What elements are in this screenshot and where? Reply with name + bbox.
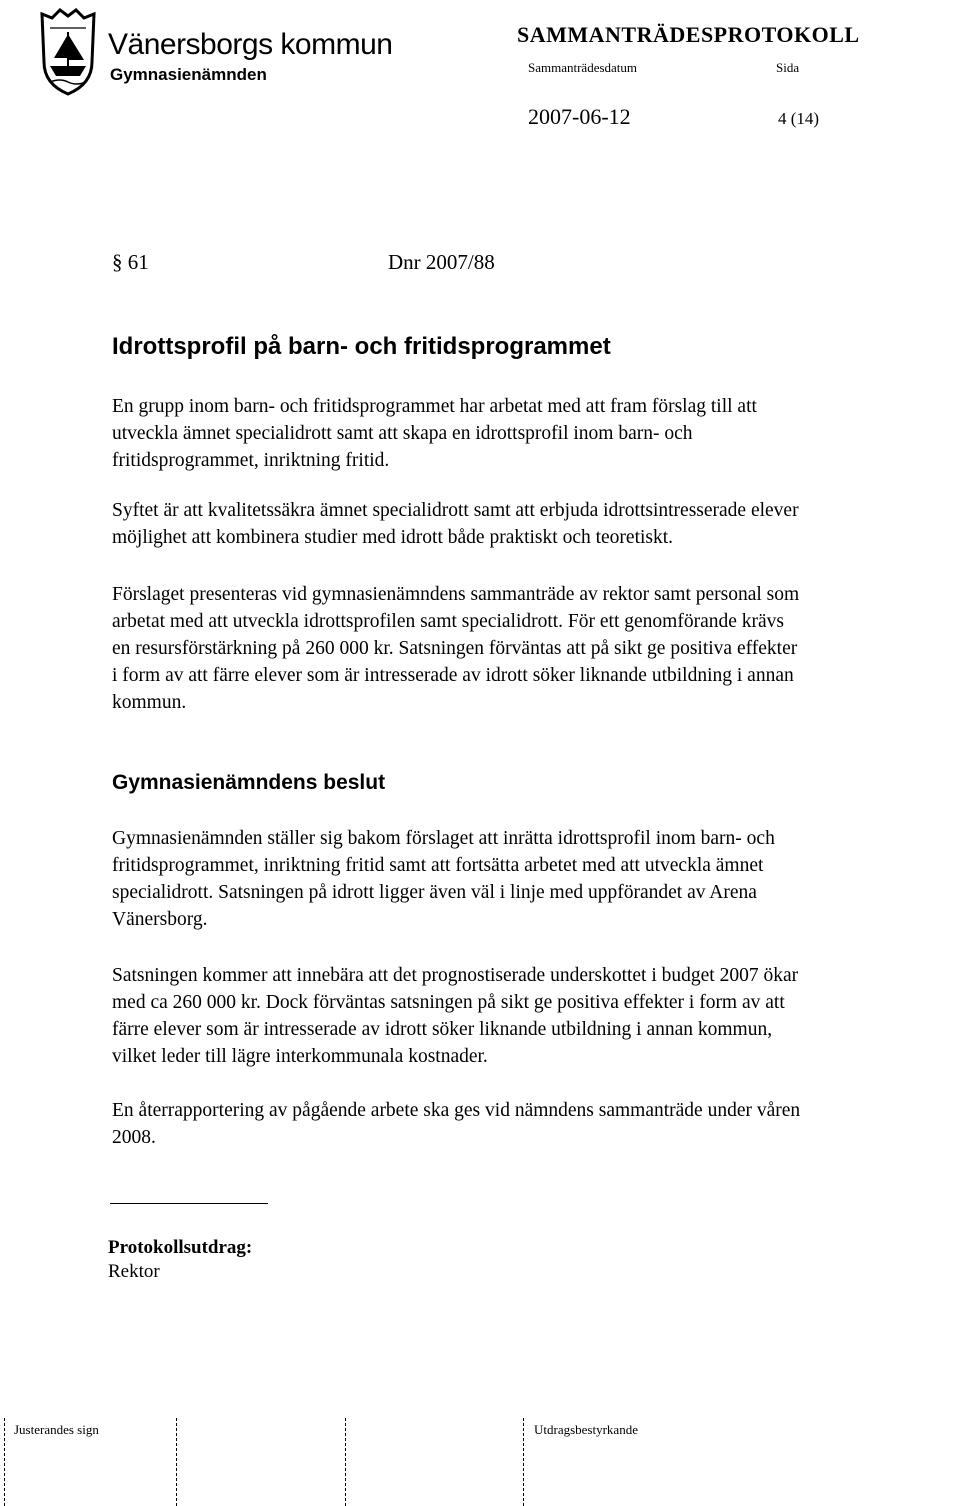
decision-paragraph-1 [112, 825, 952, 933]
page-label: Sida [776, 60, 800, 75]
organization-name: Vänersborgs kommun [108, 28, 393, 61]
text-line: fritidsprogrammet, inriktning fritid. [112, 450, 390, 471]
diary-number: Dnr 2007/88 [388, 250, 495, 274]
text-line: Satsningen kommer att innebära att det prognostiserade underskottet i budget 2007 ökar [112, 965, 799, 986]
text-line: utveckla ämnet specialidrott samt att skapa en idrottsprofil inom barn- och [112, 423, 693, 444]
text-line: 2008. [112, 1127, 156, 1148]
page-number: 4 (14) [778, 109, 820, 128]
text-line: kommun. [112, 692, 187, 713]
signature-box-divider [176, 1418, 177, 1506]
meeting-date: 2007-06-12 [528, 104, 631, 129]
signature-box-divider [4, 1418, 5, 1506]
certification-label: Utdragsbestyrkande [534, 1422, 638, 1437]
body-paragraph-2 [112, 497, 952, 551]
decision-paragraph-2 [112, 962, 952, 1070]
text-line: En grupp inom barn- och fritidsprogrammet har arbetat med att fram förslag till att [112, 396, 757, 417]
text-line: arbetat med att utveckla idrottsprofilen samt specialidrott. För ett genomförande krävs [112, 611, 784, 632]
text-line: En återrapportering av pågående arbete ska ges vid nämndens sammanträde under våren [112, 1100, 801, 1121]
text-line: vilket leder till lägre interkommunala kostnader. [112, 1046, 488, 1067]
text-line: Gymnasienämnden ställer sig bakom förslaget att inrätta idrottsprofil inom barn- och [112, 828, 775, 849]
body-paragraph-3 [112, 581, 952, 716]
text-line: med ca 260 000 kr. Dock förväntas satsningen på sikt ge positiva effekter i form av att [112, 992, 785, 1013]
text-line: färre elever som är intresserade av idrott söker liknande utbildning i annan kommun, [112, 1019, 773, 1040]
text-line: en resursförstärkning på 260 000 kr. Satsningen förväntas att på sikt ge positiva effekter [112, 638, 798, 659]
item-title: Idrottsprofil på barn- och fritidsprogrammet [112, 333, 611, 360]
text-line: i form av att färre elever som är intresserade av idrott söker liknande utbildning i annan [112, 665, 794, 686]
meeting-date-label: Sammanträdesdatum [528, 60, 638, 75]
decision-heading: Gymnasienämndens beslut [112, 771, 386, 794]
text-line: Förslaget presenteras vid gymnasienämndens sammanträde av rektor samt personal som [112, 584, 800, 605]
department-name: Gymnasienämnden [110, 65, 267, 84]
signature-label: Justerandes sign [14, 1422, 99, 1437]
extract-label: Protokollsutdrag: [108, 1237, 253, 1258]
document-type-title: SAMMANTRÄDESPROTOKOLL [517, 22, 860, 47]
signature-box-divider [523, 1418, 524, 1506]
decision-paragraph-3 [112, 1097, 952, 1151]
signature-footer [0, 1414, 960, 1506]
text-line: specialidrott. Satsningen på idrott ligger även väl i linje med uppförandet av Arena [112, 882, 757, 903]
text-line: möjlighet att kombinera studier med idrott både praktiskt och teoretiskt. [112, 527, 674, 548]
extract-recipient: Rektor [108, 1261, 160, 1282]
body-paragraph-1 [112, 393, 952, 474]
text-line: Vänersborg. [112, 909, 208, 930]
paragraph-number: § 61 [112, 250, 149, 274]
text-line: Syftet är att kvalitetssäkra ämnet specialidrott samt att erbjuda idrottsintresserade elever [112, 500, 799, 521]
separator-line [110, 1203, 268, 1204]
municipality-crest-logo [36, 4, 100, 96]
text-line: fritidsprogrammet, inriktning fritid samt att fortsätta arbetet med att utveckla ämnet [112, 855, 764, 876]
signature-box-divider [345, 1418, 346, 1506]
